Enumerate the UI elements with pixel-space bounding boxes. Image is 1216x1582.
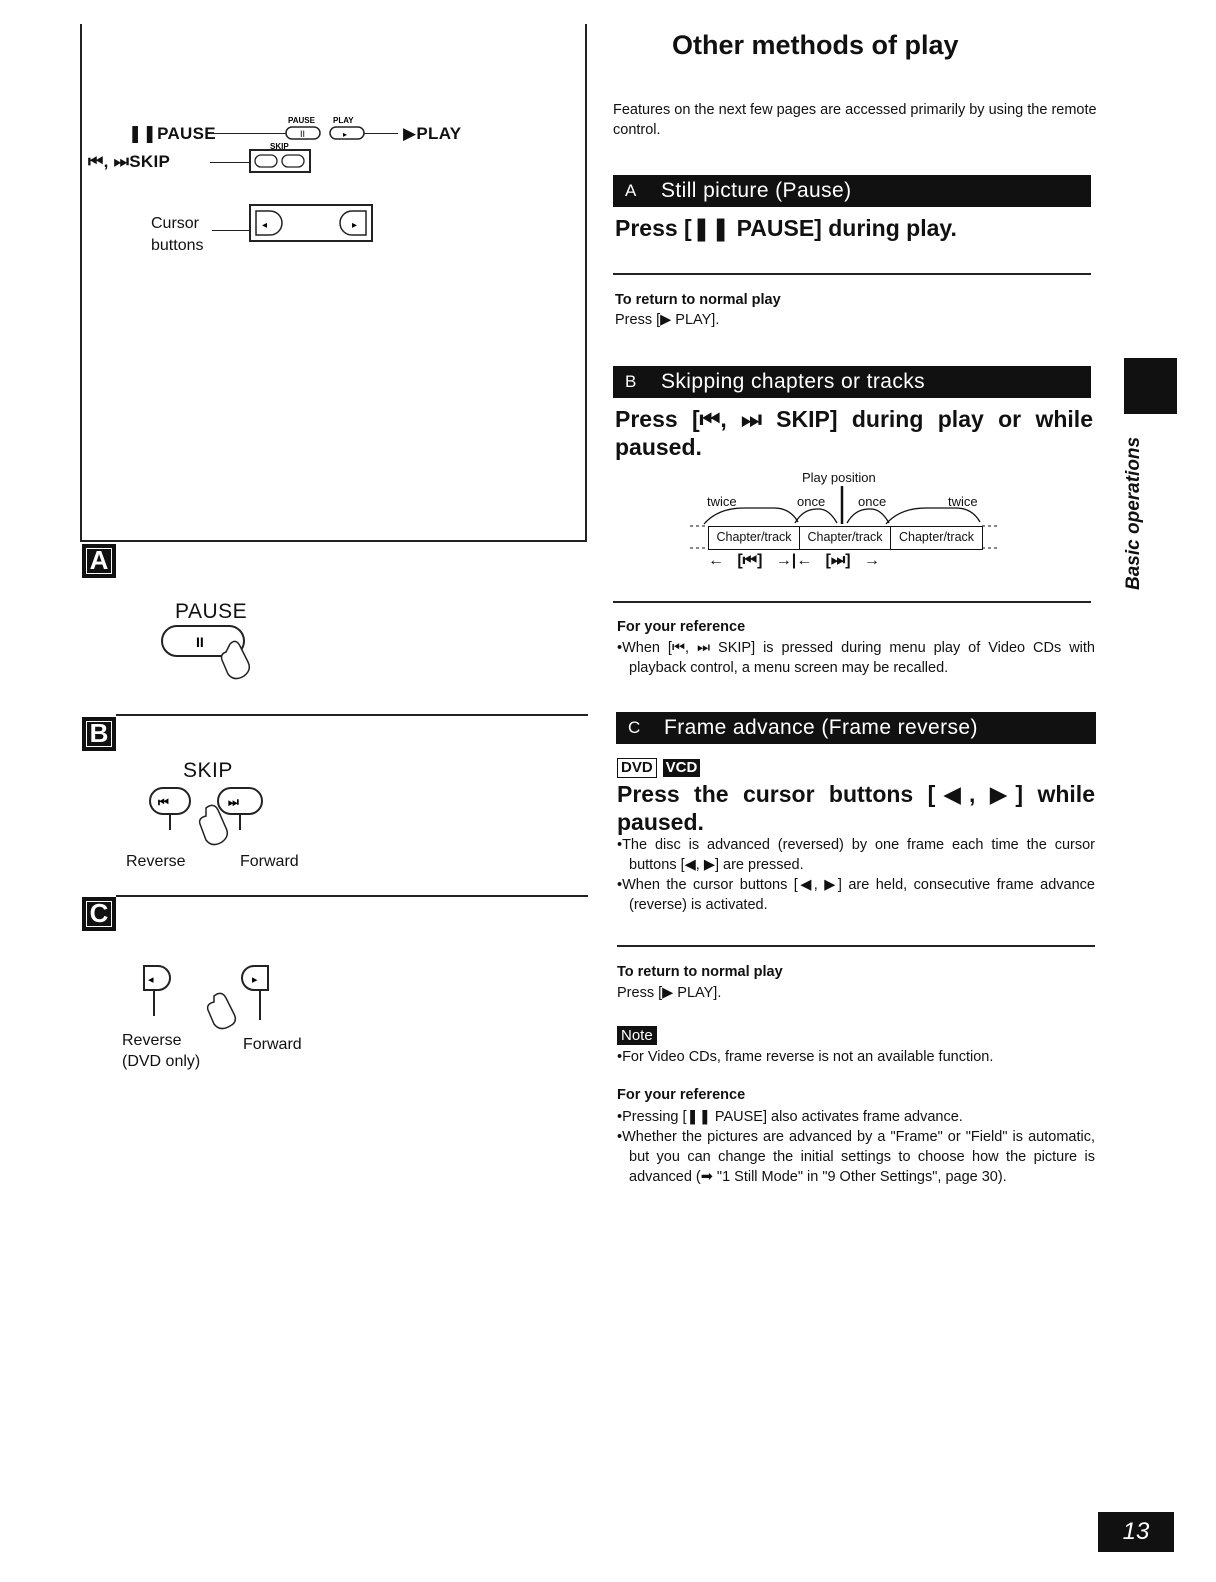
page-title: Other methods of play <box>672 30 959 60</box>
section-a-rule <box>613 273 1091 275</box>
section-b-header-letter: B <box>625 372 637 391</box>
skip-leader-line <box>210 162 250 163</box>
chapter-track-row <box>708 526 983 550</box>
pause-callout-label: ❚❚PAUSE <box>128 124 216 143</box>
svg-text:II: II <box>300 129 306 139</box>
section-c-bullet: •When the cursor buttons [◀, ▶] are held, consecutive frame advance (reverse) is activated. <box>617 877 1095 913</box>
skip-callout-label: ⏮, ⏭SKIP <box>88 152 171 171</box>
side-tab-label: Basic operations <box>1123 436 1144 590</box>
section-b-instruction: Press [⏮, ⏭ SKIP] during play or while paused. <box>615 406 1093 460</box>
cursor-reverse-caption: Reverse <box>122 1032 182 1049</box>
note-badge: Note <box>617 1026 657 1045</box>
section-c-letter: C <box>86 901 112 927</box>
intro-text: Features on the next few pages are accessed primarily by using the remote control. <box>613 102 1097 138</box>
svg-text:⏭: ⏭ <box>228 795 239 809</box>
skip-direction-row: ← [⏮] →|← [⏭] → <box>708 552 880 569</box>
svg-text:▸: ▸ <box>252 974 258 986</box>
section-a-title: Still picture (Pause) <box>661 179 852 202</box>
section-a-header-letter: A <box>625 181 637 200</box>
section-a-instruction: Press [❚❚ PAUSE] during play. <box>615 215 957 241</box>
cursor-label-line1: Cursor <box>151 215 200 232</box>
section-b-header <box>613 366 1091 398</box>
note-badge-wrap <box>617 1026 657 1045</box>
section-c-divider <box>116 895 588 897</box>
section-a-marker <box>82 544 116 578</box>
section-c-header-letter: C <box>628 718 641 737</box>
svg-text:◂: ◂ <box>262 220 268 231</box>
play-position-label: Play position <box>802 470 876 485</box>
note-text: •For Video CDs, frame reverse is not an available function. <box>617 1049 994 1065</box>
section-b-reference-heading: For your reference <box>617 619 746 635</box>
section-c-rule <box>617 945 1095 947</box>
section-c-reference-bullet: •Whether the pictures are advanced by a "Frame" or "Field" is automatic, but you can change the initial settings to choose how the picture is advanced (➡ "1 Still Mode" in "9 Other Settings", page 30). <box>617 1129 1095 1185</box>
section-c-reference-bullet: •Pressing [❚❚ PAUSE] also activates frame advance. <box>617 1109 963 1125</box>
section-a-return-heading: To return to normal play <box>615 292 781 308</box>
disc-type-badges <box>617 758 700 778</box>
section-c-reference-heading: For your reference <box>617 1087 746 1103</box>
cursor-buttons-hand-icon <box>138 960 278 1030</box>
section-a-letter: A <box>86 548 112 574</box>
remote-illustration-frame <box>80 24 587 542</box>
once-right-label: once <box>858 494 887 509</box>
section-b-divider <box>116 714 588 716</box>
remote-buttons-illustration <box>240 105 380 245</box>
mini-skip-label: SKIP <box>270 142 289 151</box>
section-c-header <box>616 712 1096 744</box>
section-b-rule <box>613 601 1091 603</box>
mini-pause-label: PAUSE <box>288 116 315 125</box>
skip-buttons-hand-icon <box>144 784 274 850</box>
section-b-title: Skipping chapters or tracks <box>661 370 926 393</box>
section-c-title: Frame advance (Frame reverse) <box>664 716 978 739</box>
page-number: 13 <box>1098 1512 1174 1552</box>
svg-text:▸: ▸ <box>352 220 358 231</box>
svg-text:◂: ◂ <box>148 974 154 986</box>
section-c-return-text: Press [▶ PLAY]. <box>617 985 722 1001</box>
vcd-badge: VCD <box>663 759 701 777</box>
dvd-badge: DVD <box>617 758 657 778</box>
twice-left-label: twice <box>707 494 737 509</box>
skip-reverse-caption: Reverse <box>126 853 186 870</box>
cursor-label-line2: buttons <box>151 237 204 254</box>
section-b-letter: B <box>86 721 112 747</box>
section-c-bullet: •The disc is advanced (reversed) by one frame each time the cursor buttons [◀, ▶] are pressed. <box>617 837 1095 873</box>
section-c-instruction: Press the cursor buttons [◀, ▶] while paused. <box>617 781 1095 835</box>
skip-key-word: SKIP <box>183 759 233 782</box>
svg-text:II: II <box>196 634 204 650</box>
cursor-reverse-subcaption: (DVD only) <box>122 1053 201 1070</box>
section-c-return-heading: To return to normal play <box>617 964 783 980</box>
once-left-label: once <box>797 494 826 509</box>
chapter-track-cell: Chapter/track <box>800 527 891 549</box>
svg-text:▸: ▸ <box>343 130 348 139</box>
skip-diagram <box>690 470 1000 580</box>
section-b-marker <box>82 717 116 751</box>
pause-button-hand-icon <box>158 622 268 682</box>
chapter-track-cell: Chapter/track <box>709 527 800 549</box>
chapter-track-cell: Chapter/track <box>898 530 975 544</box>
cursor-leader-line <box>212 230 250 231</box>
svg-text:⏮: ⏮ <box>158 795 169 809</box>
section-c-marker <box>82 897 116 931</box>
play-callout-label: ▶PLAY <box>403 124 462 143</box>
section-a-return-text: Press [▶ PLAY]. <box>615 312 720 328</box>
play-leader-line <box>364 133 398 134</box>
skip-forward-caption: Forward <box>240 853 299 870</box>
cursor-forward-caption: Forward <box>243 1036 302 1053</box>
pause-key-word: PAUSE <box>175 600 248 623</box>
section-a-header <box>613 175 1091 207</box>
side-tab-block <box>1124 358 1177 414</box>
mini-play-label: PLAY <box>333 116 354 125</box>
section-b-reference-text: •When [⏮, ⏭ SKIP] is pressed during menu play of Video CDs with playback control, a menu screen may be recalled. <box>617 640 1095 676</box>
twice-right-label: twice <box>948 494 978 509</box>
pause-leader-line <box>210 133 286 134</box>
